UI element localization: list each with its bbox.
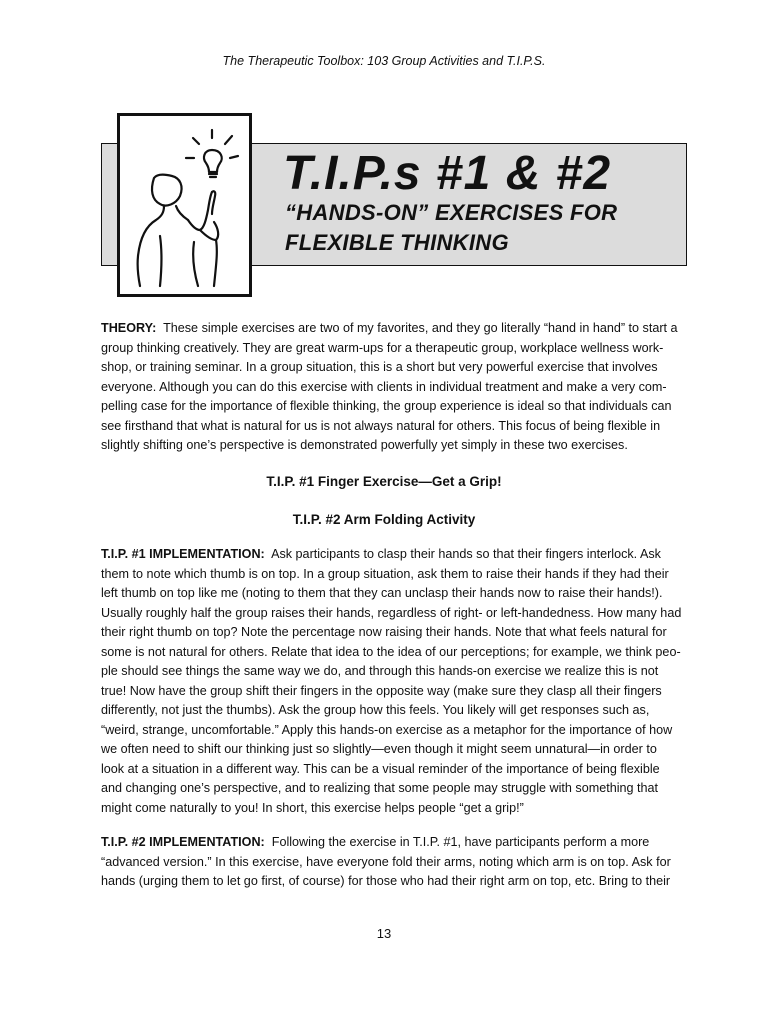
tip2-line: “advanced version.” In this exercise, have everyone fold their arms, noting which arm is on top. Ask for [101, 854, 671, 869]
tip2-implementation-paragraph [101, 833, 691, 892]
theory-line: shop, or training seminar. In a group situation, this is a short but very powerful exercise that involves [101, 360, 658, 374]
theory-line: group thinking creatively. They are great warm-ups for a therapeutic group, workplace wellness work- [101, 340, 664, 355]
theory-line: see firsthand that what is natural for us is not always natural for others. This focus of being flexible in [101, 418, 661, 433]
tip1-line: ple should see things the same way we do, and through this hands-on exercise we realize this is not [101, 664, 659, 678]
tip1-line: Ask participants to clasp their hands so that their fingers interlock. Ask [271, 547, 661, 561]
running-head: The Therapeutic Toolbox: 103 Group Activities and T.I.P.S. [222, 54, 546, 68]
tip2-lead: T.I.P. #2 IMPLEMENTATION: [101, 835, 265, 849]
theory-paragraph [101, 319, 691, 456]
theory-line: These simple exercises are two of my favorites, and they go literally “hand in hand” to start a [163, 321, 678, 335]
tip-subtitle-line: FLEXIBLE THINKING [285, 230, 509, 255]
tip-subtitle [285, 198, 617, 258]
tip1-line: “weird, strange, uncomfortable.” Apply this hands-on exercise as a metaphor for the importance of how [101, 722, 673, 737]
tip1-line: and changing one’s perspective, and to realizing that some people may struggle with something that [101, 781, 659, 795]
tip-title: T.I.P.s #1 & #2 [283, 147, 612, 200]
theory-line: slightly shifting one’s perspective is demonstrated powerfully yet simply in these two exercises. [101, 438, 628, 452]
tip1-line: might come naturally to you! In short, this exercise helps people “get a grip!” [101, 800, 524, 815]
tip1-line: true! Now have the group shift their fingers in the opposite way (make sure they clasp all their fingers [101, 683, 662, 698]
tip2-heading: T.I.P. #2 Arm Folding Activity [292, 512, 476, 527]
tip1-lead: T.I.P. #1 IMPLEMENTATION: [101, 547, 265, 561]
tip1-line: Usually roughly half the group raises their hands, regardless of right- or left-handedness. How many had [101, 605, 682, 620]
tip1-line: look at a situation in a different way. This can be a visual reminder of the importance of being flexible [101, 761, 660, 776]
header-illustration [117, 113, 252, 297]
tip1-line: differently, not just the thumbs). Ask the group how this feels. You likely will get responses such as, [101, 703, 650, 717]
tip1-line: some is not natural for others. Relate that idea to the idea of our perceptions; for example, we think peo- [101, 644, 681, 659]
theory-line: everyone. Although you can do this exercise with clients in individual treatment and make a very com- [101, 379, 667, 394]
theory-lead: THEORY: [101, 321, 157, 335]
lightbulb-thinking-person-icon [120, 116, 249, 294]
tip1-line: them to note which thumb is on top. In a group situation, ask them to raise their hands if they had their [101, 566, 669, 581]
tip2-line: Following the exercise in T.I.P. #1, have participants perform a more [271, 835, 650, 849]
tip1-line: left thumb on top like me (noting to them that they can unclasp their hands now to raise their hands!). [101, 586, 663, 600]
tip1-line: their right thumb on top? Note the percentage now raising their hands. Note that what feels natural for [101, 625, 667, 639]
tip1-heading: T.I.P. #1 Finger Exercise—Get a Grip! [266, 474, 502, 489]
tip-subtitle-line: “HANDS-ON” EXERCISES FOR [285, 200, 618, 225]
tip1-implementation-paragraph [101, 545, 691, 818]
tip1-line: we often need to shift our thinking just so slightly—even though it might seem unnatural—in order to [101, 742, 657, 756]
theory-line: pelling case for the importance of flexible thinking, the group experience is ideal so that individuals can [101, 399, 672, 413]
tip2-line: hands (urging them to let go first, of course) for those who had their right arm on top, etc. Bring to their [101, 874, 671, 888]
page-number: 13 [376, 926, 392, 941]
